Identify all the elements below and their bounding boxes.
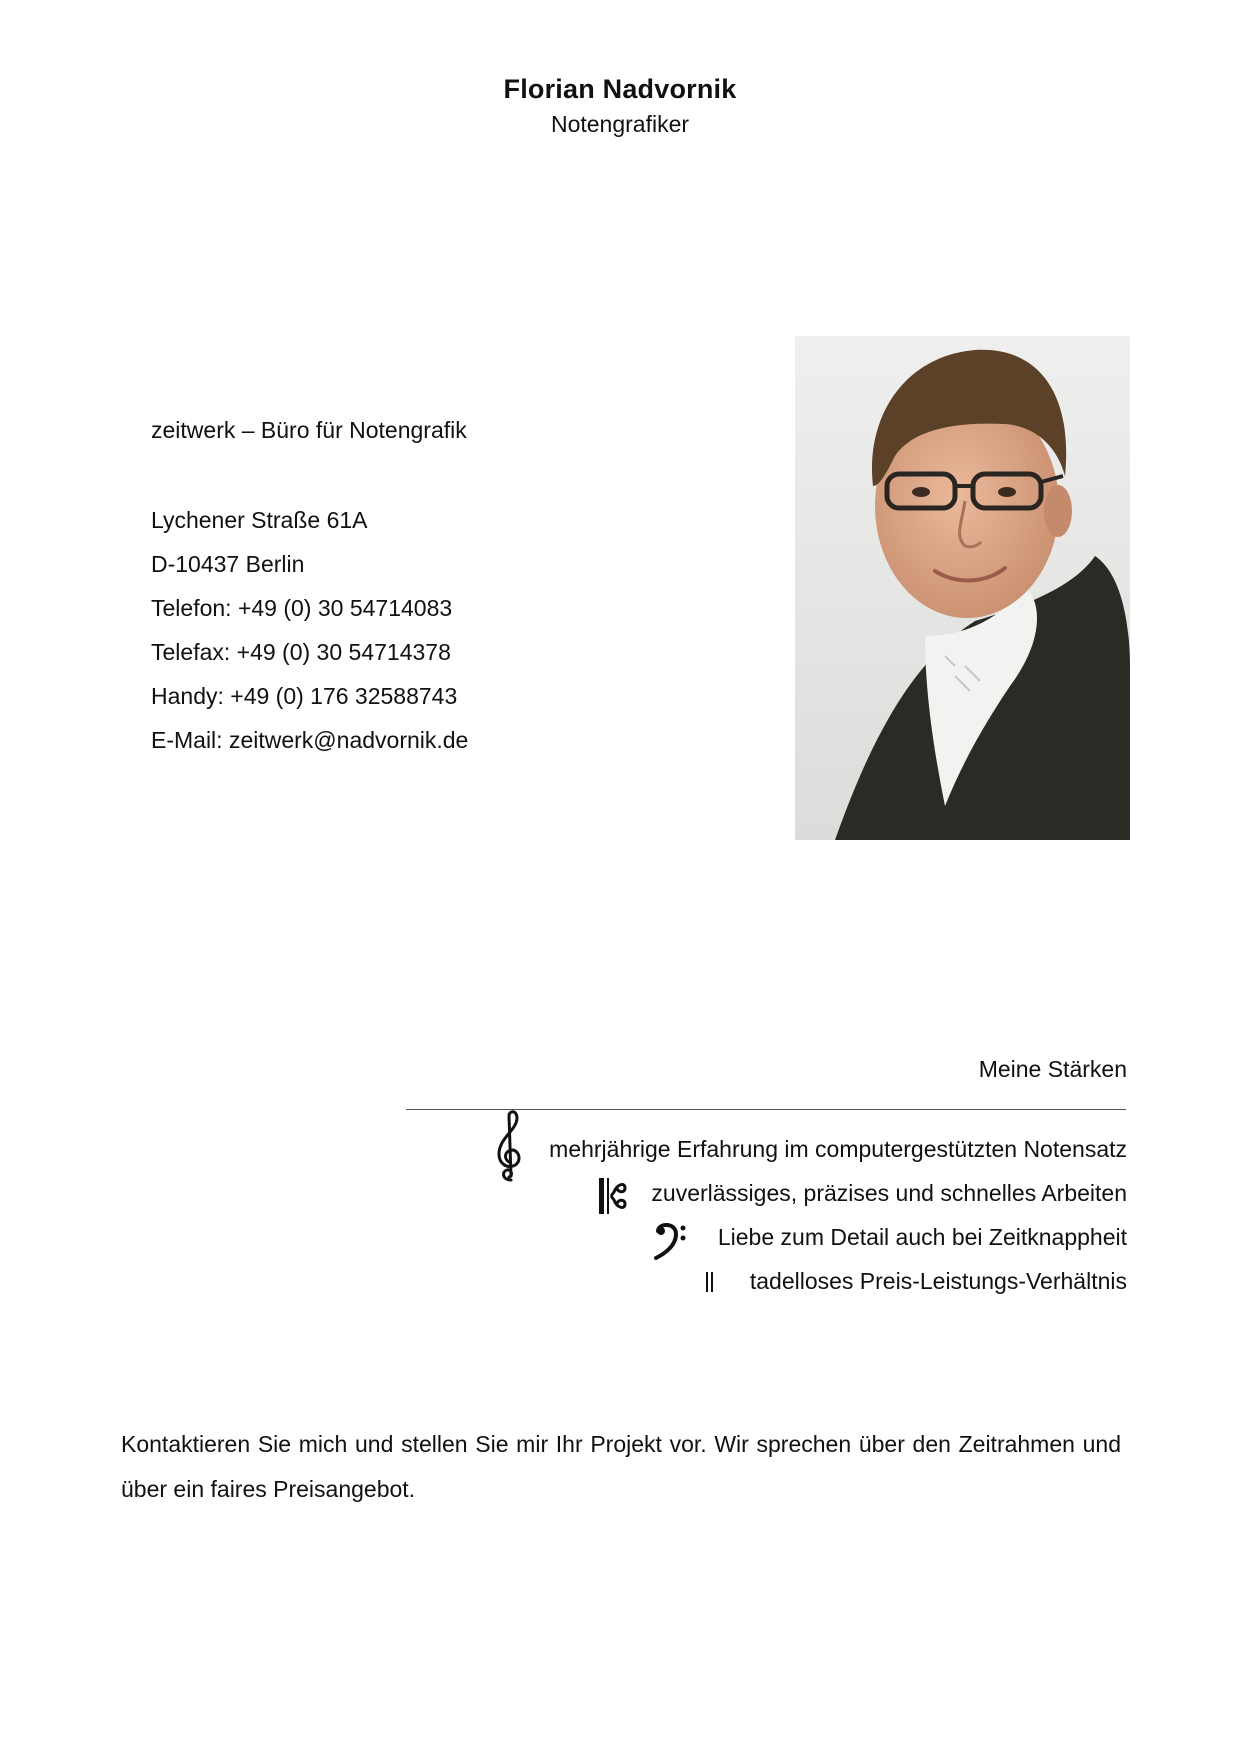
treble-clef-icon — [493, 1110, 527, 1182]
fax-number: Telefax: +49 (0) 30 54714378 — [151, 639, 451, 665]
profession-title: Notengrafiker — [550, 111, 690, 137]
bass-clef-icon — [654, 1220, 688, 1260]
strength-text: tadelloses Preis-Leistungs-Verhältnis — [749, 1268, 1127, 1294]
contact-details — [151, 505, 468, 769]
company-name: zeitwerk – Büro für Notengrafik — [151, 417, 467, 443]
person-name: Florian Nadvornik — [503, 74, 737, 104]
closing-paragraph: Kontaktieren Sie mich und stellen Sie mir Ihr Projekt vor. Wir sprechen über den Zeitrahmen und über ein faires Preisangebot. — [121, 1431, 1121, 1502]
city-line: D-10437 Berlin — [151, 551, 305, 577]
strength-text: mehrjährige Erfahrung im computergestützten Notensatz — [549, 1136, 1127, 1162]
mobile-number: Handy: +49 (0) 176 32588743 — [151, 683, 458, 709]
strength-item-experience — [549, 1136, 1127, 1163]
strength-item-value — [750, 1268, 1127, 1295]
strength-item-detail — [718, 1224, 1127, 1251]
strength-text: zuverlässiges, präzises und schnelles Arbeiten — [651, 1180, 1127, 1206]
strength-item-reliability — [651, 1180, 1127, 1207]
phone-number: Telefon: +49 (0) 30 54714083 — [151, 595, 453, 621]
strengths-heading: Meine Stärken — [978, 1056, 1127, 1082]
alto-clef-icon — [597, 1176, 627, 1216]
email-address: E-Mail: zeitwerk@nadvornik.de — [151, 727, 469, 753]
street-address: Lychener Straße 61A — [151, 507, 368, 533]
portrait-photo — [795, 336, 1130, 840]
strength-text: Liebe zum Detail auch bei Zeitknappheit — [717, 1224, 1127, 1250]
double-barline-icon — [704, 1272, 716, 1294]
